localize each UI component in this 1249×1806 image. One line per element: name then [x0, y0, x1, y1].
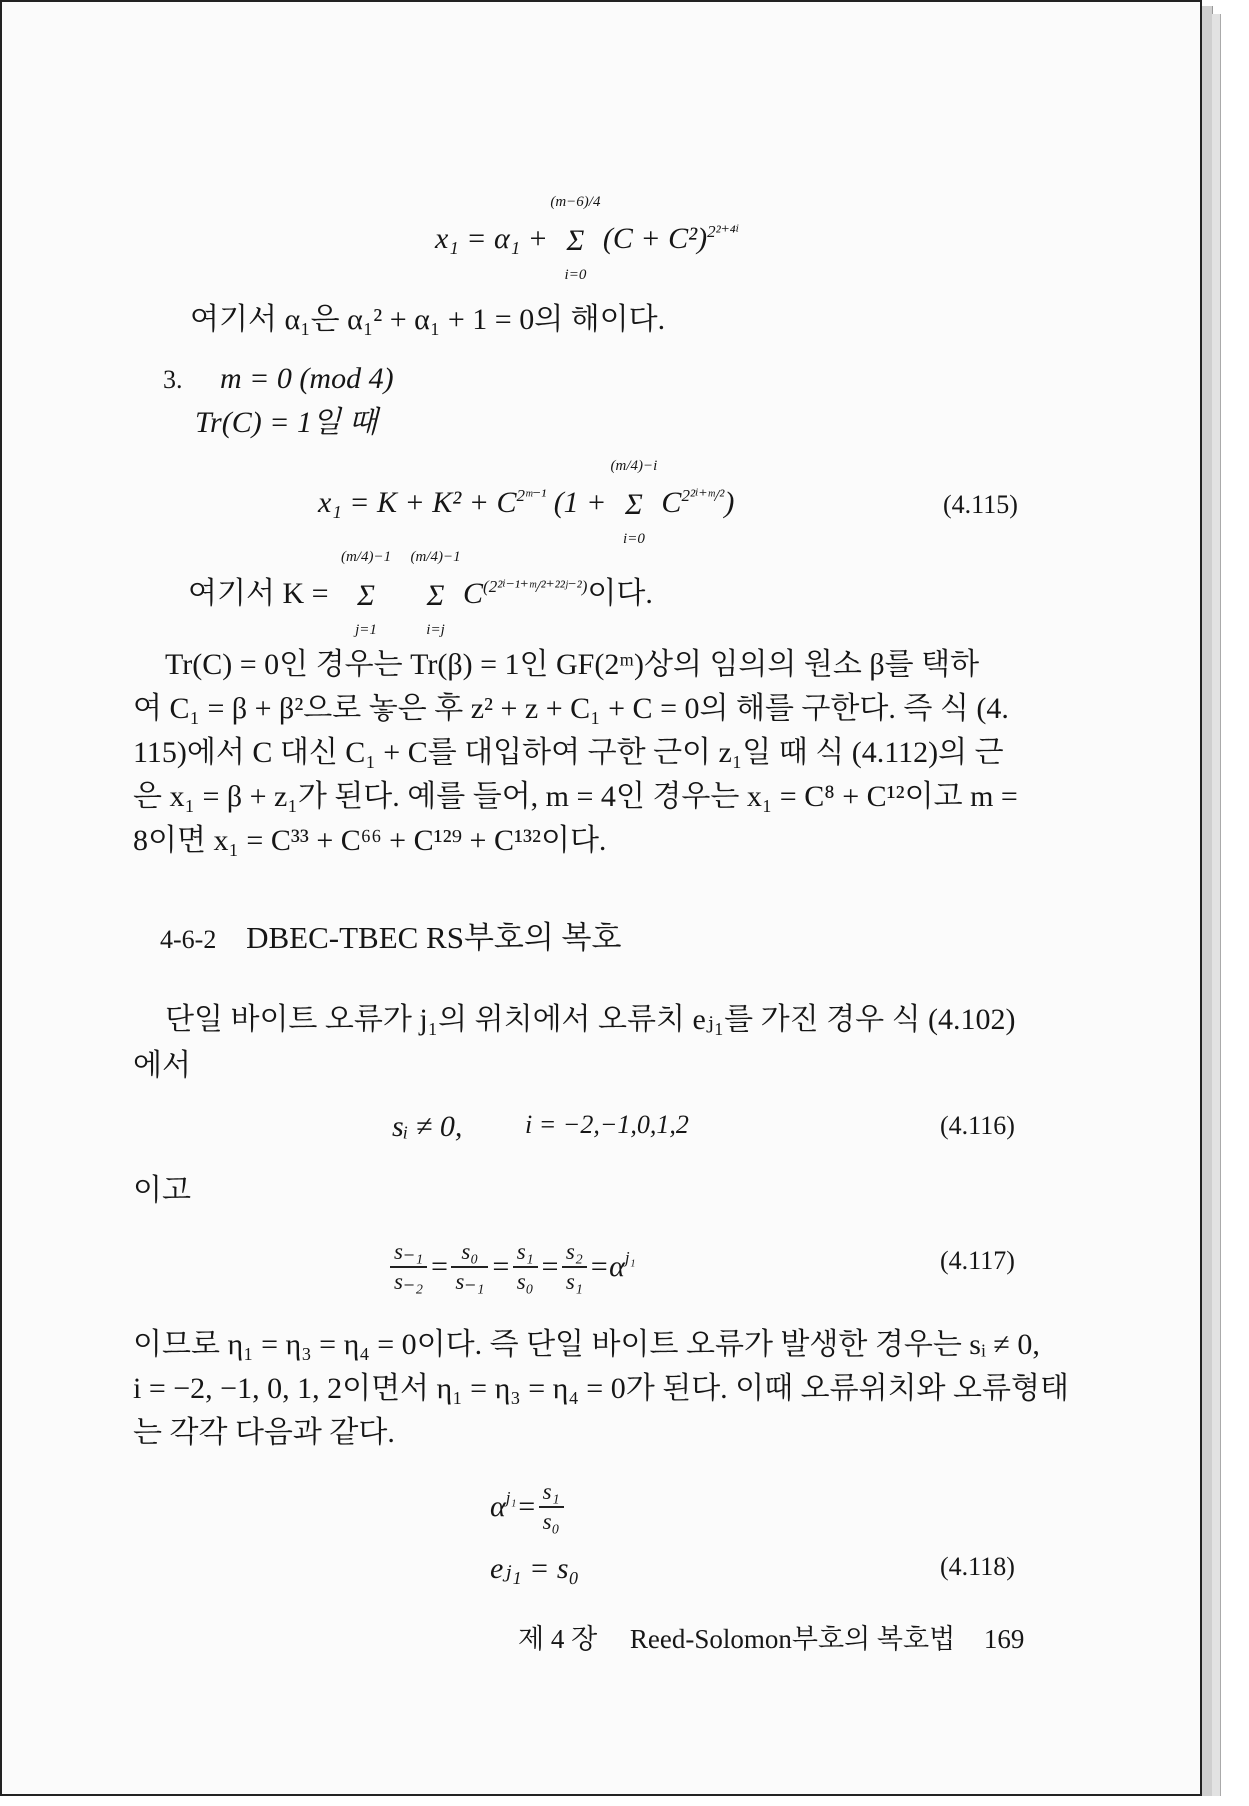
page-edge-back: [1212, 14, 1221, 1796]
fraction: [513, 1238, 538, 1296]
case-number: 3.: [163, 365, 183, 394]
sum-upper-limit: (m/4)−1: [340, 549, 392, 566]
equation-mid: (1 +: [553, 486, 607, 519]
paragraph-line: i = −2, −1, 0, 1, 2이면서 η₁ = η₃ = η₄ = 0가 된다. 이때 오류위치와 오류형태: [133, 1372, 1069, 1405]
chapter-title: Reed-Solomon부호의 복호법: [629, 1624, 956, 1654]
trace-condition: Tr(C) = 1일 때: [195, 406, 378, 439]
equation-4-115: [318, 458, 735, 548]
sum-lower-limit: i=0: [623, 531, 645, 548]
equation-x1-mod: [435, 194, 740, 284]
numerator: s₁: [539, 1478, 564, 1508]
section-title: DBEC-TBEC RS부호의 복호: [246, 920, 622, 955]
sum-lower-limit: i=j: [426, 622, 445, 639]
denominator: s₀: [516, 1269, 534, 1294]
sum-lower-limit: i=0: [564, 267, 587, 284]
summation: [550, 194, 601, 284]
paragraph-line: 단일 바이트 오류가 j₁의 위치에서 오류치 eⱼ₁를 가진 경우 식 (4.102): [165, 1003, 1016, 1036]
paragraph-line: 이므로 η₁ = η₃ = η₄ = 0이다. 즉 단일 바이트 오류가 발생한 경우는 sᵢ ≠ 0,: [133, 1328, 1040, 1361]
denominator: s₀: [542, 1509, 560, 1534]
equation-4-117: $\frac{\text{s₋₁}}{\text{s₋₂}}$ = $\frac{\text{s₀}}{\text{s₋₁}}$ = $\frac{\text{s₁}}{\text{s₀}}$ = $\frac{\text{s₂}}{\text{s₁}}$ $=\alpha^{j_1}$: [388, 1238, 635, 1296]
fraction: [562, 1238, 587, 1296]
numerator: s₀: [451, 1238, 488, 1268]
case-condition: m = 0 (mod 4): [220, 362, 394, 395]
denominator: s₋₁: [455, 1269, 485, 1294]
alpha-symbol: α: [490, 1490, 506, 1523]
fraction: [390, 1238, 427, 1296]
equation-suffix: 이다.: [587, 577, 653, 610]
paragraph-line: Tr(C) = 0인 경우는 Tr(β) = 1인 GF(2ᵐ)상의 임의의 원소 β를 택하: [165, 648, 980, 681]
denominator: s₁: [565, 1269, 583, 1294]
paragraph-line: 은 x₁ = β + z₁가 된다. 예를 들어, m = 4인 경우는 x₁ = C⁸ + C¹²이고 m =: [133, 780, 1018, 813]
denominator: s₋₂: [394, 1269, 424, 1294]
alpha-symbol: α: [609, 1250, 625, 1283]
exponent: 2²ⁱ⁺ᵐ/²: [681, 486, 725, 505]
equation-number: (4.116): [940, 1111, 1015, 1140]
equation-number: (4.118): [940, 1552, 1015, 1581]
summation: [610, 458, 658, 548]
exponent: j₁: [505, 1487, 517, 1507]
sigma-symbol: Σ: [357, 579, 375, 613]
equals-sign: =: [516, 1490, 537, 1523]
paragraph-line: 115)에서 C 대신 C₁ + C를 대입하여 구한 근이 z₁일 때 식 (4.112)의 근: [133, 736, 1004, 769]
sum-lower-limit: j=1: [355, 622, 377, 639]
exponent: 2²⁺⁴ⁱ: [707, 222, 740, 241]
numerator: s₁: [513, 1238, 538, 1268]
paragraph-line: 8이면 x₁ = C³³ + C⁶⁶ + C¹²⁹ + C¹³²이다.: [133, 824, 607, 857]
equation-k-definition: [188, 549, 653, 639]
section-number: 4-6-2: [160, 925, 217, 954]
equation-4-118-line1: [490, 1478, 566, 1536]
section-heading: [160, 912, 621, 957]
equation-4-116-right: i = −2,−1,0,1,2: [525, 1110, 689, 1139]
chapter-label: 제 4 장: [518, 1624, 598, 1654]
page-footer: [518, 1617, 1024, 1656]
sum-upper-limit: (m/4)−1: [410, 549, 461, 566]
summation-inner: [410, 549, 461, 639]
sum-body: C: [661, 486, 682, 519]
equation-number: (4.117): [940, 1246, 1015, 1275]
numerator: s₂: [562, 1238, 587, 1268]
page-number: 169: [983, 1624, 1025, 1654]
exponent: j₁: [624, 1247, 636, 1267]
numerator: s₋₁: [390, 1238, 427, 1268]
equation-lhs: x₁ = K + K² + C: [318, 486, 517, 519]
paragraph-line: 여 C₁ = β + β²으로 놓은 후 z² + z + C₁ + C = 0의 해를 구한다. 즉 식 (4.: [133, 692, 1009, 725]
paragraph-line: 이고: [133, 1174, 191, 1207]
alpha-definition: 여기서 α₁은 α₁² + α₁ + 1 = 0의 해이다.: [190, 303, 666, 336]
paragraph-line: 에서: [133, 1049, 191, 1082]
fraction: [539, 1478, 564, 1536]
paragraph-line: 는 각각 다음과 같다.: [133, 1416, 395, 1449]
sum-body: C: [463, 577, 484, 610]
equation-number: (4.115): [943, 490, 1018, 519]
sum-upper-limit: (m/4)−i: [610, 458, 658, 475]
summation-outer: [340, 549, 392, 639]
exponent: 2ᵐ⁻¹: [516, 486, 547, 505]
sigma-symbol: Σ: [426, 579, 445, 613]
sigma-symbol: Σ: [625, 488, 643, 522]
equation-4-118-line2: eⱼ₁ = s₀: [490, 1552, 580, 1585]
exponent: (2²ⁱ⁻¹⁺ᵐ/²⁺²²ʲ⁻²): [483, 577, 588, 596]
sum-upper-limit: (m−6)/4: [550, 194, 601, 211]
close-paren: ): [724, 486, 735, 519]
sigma-symbol: Σ: [566, 224, 585, 258]
equation-prefix: 여기서 K =: [188, 577, 329, 610]
equation-lhs: x₁ = α₁ +: [435, 222, 548, 255]
sum-body: (C + C²): [602, 222, 708, 255]
fraction: [451, 1238, 488, 1296]
equation-4-116-left: sᵢ ≠ 0,: [392, 1110, 463, 1143]
